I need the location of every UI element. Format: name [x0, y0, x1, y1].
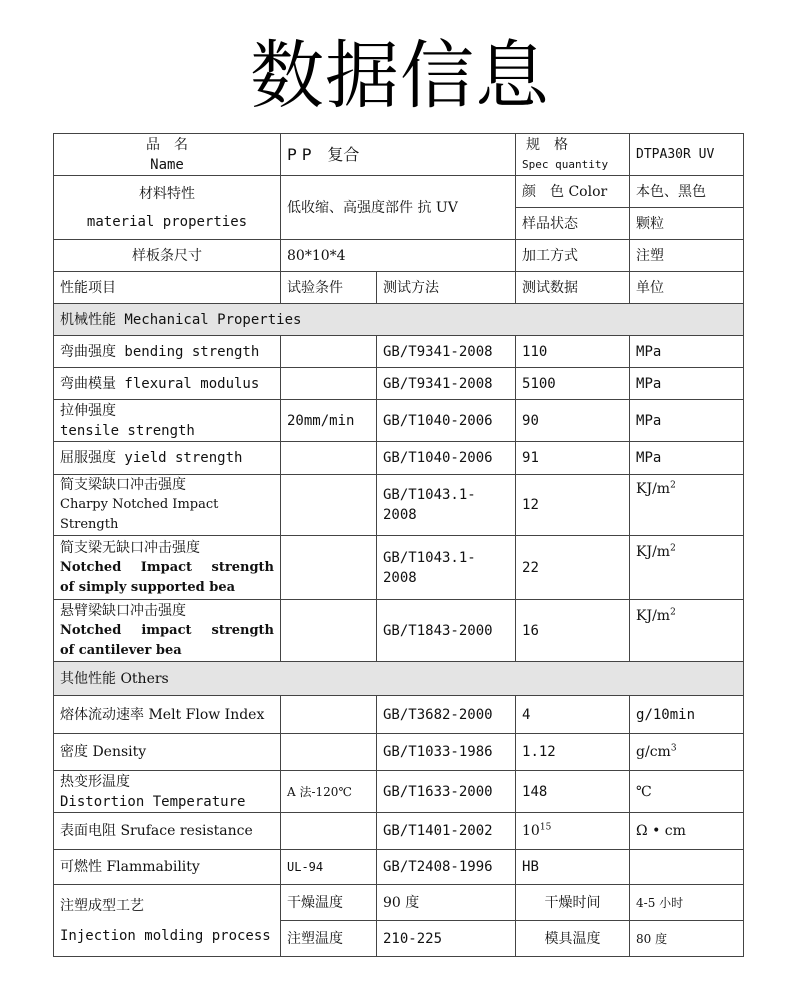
- material-label-en: material properties: [86, 213, 248, 230]
- method-cell: GB/T1843-2000: [377, 600, 516, 662]
- method-cell: GB/T1633-2000: [377, 771, 516, 813]
- dry-time-label: 干燥时间: [516, 885, 630, 921]
- material-label-cn: 材料特性: [139, 185, 195, 202]
- spec-value: DTPA30R UV: [630, 134, 744, 176]
- value-cell: 4: [516, 696, 630, 734]
- spec-label-en: Spec quantity: [522, 157, 609, 171]
- value-cell: 110: [516, 336, 630, 368]
- unit-cell: MPa: [630, 442, 744, 475]
- spec-label-cell: [516, 134, 630, 176]
- table-row: [54, 771, 744, 813]
- unit-cell: [630, 734, 744, 771]
- value-cell: 22: [516, 536, 630, 600]
- dry-temp-value: 90 度: [377, 885, 516, 921]
- unit-text: KJ/m: [636, 608, 671, 624]
- method-cell: GB/T1043.1-2008: [377, 475, 516, 536]
- condition-cell: [281, 813, 377, 850]
- color-value: 本色、黑色: [630, 176, 744, 208]
- item-name: [54, 600, 288, 662]
- unit-cell: ℃: [630, 771, 744, 813]
- column-header: 测试数据: [516, 272, 630, 304]
- item-name: [54, 475, 281, 536]
- unit-cell: Ω • cm: [630, 813, 744, 850]
- condition-cell: [281, 475, 377, 536]
- method-cell: GB/T9341-2008: [377, 336, 516, 368]
- unit-superscript: 2: [670, 480, 676, 491]
- item-name: 可燃性 Flammability: [54, 850, 281, 885]
- unit-cell: MPa: [630, 368, 744, 400]
- injection-temp-label: 注塑温度: [281, 921, 377, 957]
- mold-temp-value: 80 度: [630, 921, 744, 957]
- item-name-en: Charpy Notched Impact Strength: [60, 497, 219, 532]
- item-name-cn: 简支梁无缺口冲击强度: [60, 539, 200, 556]
- table-row: [54, 240, 744, 272]
- item-name-cn: 拉伸强度: [60, 402, 116, 419]
- name-label-cn: 品 名: [146, 136, 188, 153]
- item-name-cn: 悬臂梁缺口冲击强度: [60, 602, 186, 619]
- product-name: P P 复合: [281, 134, 516, 176]
- unit-cell: [630, 850, 744, 885]
- unit-cell: g/10min: [630, 696, 744, 734]
- item-name-cn: 简支梁缺口冲击强度: [60, 477, 186, 493]
- value-cell: 5100: [516, 368, 630, 400]
- page-title: 数据信息: [250, 33, 550, 119]
- table-row: [54, 176, 744, 208]
- table-row: [54, 600, 744, 662]
- value-superscript: 15: [539, 822, 552, 833]
- dry-time-value: 4-5 小时: [630, 885, 744, 921]
- table-row: [54, 400, 744, 442]
- spec-label-cn: 规 格: [526, 136, 569, 153]
- column-header: 测试方法: [377, 272, 516, 304]
- value-cell: [516, 813, 630, 850]
- material-value: 低收缩、高强度部件 抗 UV: [281, 176, 516, 240]
- value-cell: 1.12: [516, 734, 630, 771]
- method-cell: GB/T2408-1996: [377, 850, 516, 885]
- value-cell: 148: [516, 771, 630, 813]
- item-name-en: tensile strength: [60, 422, 195, 439]
- section-mechanical: 机械性能 Mechanical Properties: [54, 304, 744, 336]
- condition-cell: 20mm/min: [281, 400, 377, 442]
- name-label-en: Name: [150, 156, 184, 173]
- section-header-row: [54, 662, 744, 696]
- condition-cell: [281, 336, 377, 368]
- item-name: [54, 771, 281, 813]
- method-cell: GB/T1040-2006: [377, 400, 516, 442]
- table-row: [54, 850, 744, 885]
- condition-cell: [281, 442, 377, 475]
- condition-cell: A 法-120℃: [281, 771, 377, 813]
- data-sheet-table: [53, 133, 744, 957]
- name-label-cell: [54, 134, 281, 176]
- molding-label-cell: [54, 885, 281, 957]
- condition-cell: [281, 734, 377, 771]
- table-row: [54, 368, 744, 400]
- condition-cell: [281, 536, 377, 600]
- molding-label-cn: 注塑成型工艺: [60, 897, 144, 914]
- item-name-en: Notched Impact strength of simply supported bea: [60, 559, 288, 595]
- method-cell: GB/T1040-2006: [377, 442, 516, 475]
- item-name: 弯曲模量 flexural modulus: [54, 368, 281, 400]
- unit-text: KJ/m: [636, 544, 671, 560]
- material-label-cell: [54, 176, 281, 240]
- state-label: 样品状态: [516, 208, 630, 240]
- value-cell: 16: [516, 600, 630, 662]
- method-cell: GB/T1043.1-2008: [377, 536, 516, 600]
- method-cell: GB/T9341-2008: [377, 368, 516, 400]
- section-others: 其他性能 Others: [54, 662, 744, 696]
- sample-size-label: 样板条尺寸: [54, 240, 281, 272]
- table-row: [54, 813, 744, 850]
- item-name: 熔体流动速率 Melt Flow Index: [54, 696, 281, 734]
- value-cell: HB: [516, 850, 630, 885]
- color-label: 颜 色 Color: [516, 176, 630, 208]
- value-text: 10: [522, 823, 540, 839]
- condition-cell: [281, 696, 377, 734]
- unit-cell: [630, 475, 744, 536]
- item-name-cn: 热变形温度: [60, 773, 130, 790]
- unit-cell: [630, 600, 744, 662]
- section-header-row: [54, 304, 744, 336]
- value-cell: 12: [516, 475, 630, 536]
- table-row: [54, 336, 744, 368]
- column-header-row: [54, 272, 744, 304]
- method-cell: GB/T1033-1986: [377, 734, 516, 771]
- table-row: [54, 442, 744, 475]
- method-cell: GB/T3682-2000: [377, 696, 516, 734]
- process-label: 加工方式: [516, 240, 630, 272]
- method-cell: GB/T1401-2002: [377, 813, 516, 850]
- value-cell: 90: [516, 400, 630, 442]
- item-name: 表面电阻 Sruface resistance: [54, 813, 281, 850]
- unit-superscript: 2: [670, 543, 676, 554]
- mold-temp-label: 模具温度: [516, 921, 630, 957]
- condition-cell: [281, 600, 377, 662]
- unit-cell: MPa: [630, 400, 744, 442]
- item-name: 密度 Density: [54, 734, 281, 771]
- item-name-en: Distortion Temperature: [60, 793, 246, 810]
- table-row: [54, 696, 744, 734]
- unit-cell: [630, 536, 744, 600]
- column-header: 单位: [630, 272, 744, 304]
- state-value: 颗粒: [630, 208, 744, 240]
- item-name: 弯曲强度 bending strength: [54, 336, 281, 368]
- value-cell: 91: [516, 442, 630, 475]
- sample-size-value: 80*10*4: [281, 240, 516, 272]
- unit-cell: MPa: [630, 336, 744, 368]
- molding-label-en: Injection molding process: [60, 927, 271, 944]
- item-name: [54, 400, 281, 442]
- table-row: [54, 885, 744, 921]
- unit-superscript: 2: [670, 607, 676, 618]
- item-name: [54, 536, 288, 600]
- unit-text: KJ/m: [636, 481, 671, 497]
- column-header: 性能项目: [54, 272, 281, 304]
- process-value: 注塑: [630, 240, 744, 272]
- unit-superscript: 3: [670, 743, 677, 754]
- table-row: [54, 734, 744, 771]
- injection-temp-value: 210-225: [377, 921, 516, 957]
- condition-cell: UL-94: [281, 850, 377, 885]
- unit-text: g/cm: [636, 744, 671, 760]
- column-header: 试验条件: [281, 272, 377, 304]
- table-row: [54, 134, 744, 176]
- table-row: [54, 475, 744, 536]
- item-name: 屈服强度 yield strength: [54, 442, 281, 475]
- table-row: [54, 536, 744, 600]
- dry-temp-label: 干燥温度: [281, 885, 377, 921]
- item-name-en: Notched impact strength of cantilever bea: [60, 622, 288, 658]
- condition-cell: [281, 368, 377, 400]
